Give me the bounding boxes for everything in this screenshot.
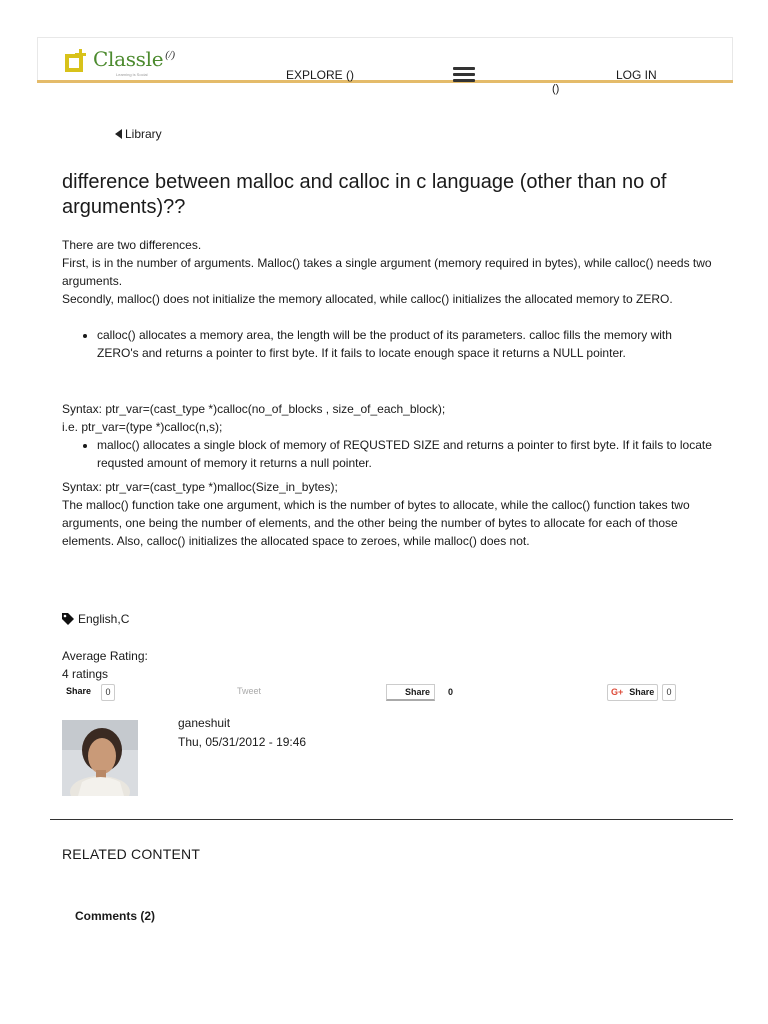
share-row bbox=[62, 683, 722, 703]
syntax-malloc: Syntax: ptr_var=(cast_type *)malloc(Size_in_bytes); bbox=[62, 480, 338, 494]
logo-text: Classle (/) bbox=[93, 47, 175, 71]
calloc-list bbox=[62, 326, 712, 362]
caret-left-icon bbox=[115, 129, 122, 139]
facebook-share-count: 0 bbox=[101, 684, 115, 701]
author-name[interactable]: ganeshuit bbox=[178, 716, 231, 730]
menu-hamburger-icon[interactable] bbox=[453, 67, 475, 83]
tag-icon bbox=[62, 613, 75, 625]
gplus-icon: G+ bbox=[611, 687, 624, 697]
login-link-paren[interactable]: () bbox=[552, 83, 560, 95]
facebook-share-button[interactable]: Share bbox=[66, 686, 92, 696]
intro-line-3: Secondly, malloc() does not initialize the memory allocated, while calloc() initializes the allocated memory to ZERO. bbox=[62, 292, 673, 306]
gplus-share-button[interactable] bbox=[607, 684, 658, 701]
author-avatar[interactable] bbox=[62, 720, 138, 796]
tags-row bbox=[62, 612, 129, 626]
gplus-share-label: Share bbox=[629, 687, 655, 697]
rating-label: Average Rating: bbox=[62, 649, 148, 663]
logo-mark-icon bbox=[63, 49, 85, 73]
article-body bbox=[62, 236, 712, 550]
breadcrumb-label: Library bbox=[125, 127, 162, 141]
linkedin-share-button[interactable]: Share bbox=[386, 684, 435, 701]
section-divider bbox=[50, 819, 733, 820]
logo-home-link[interactable]: (/) bbox=[165, 49, 175, 61]
tweet-button[interactable]: Tweet bbox=[237, 686, 262, 696]
ie-calloc: i.e. ptr_var=(type *)calloc(n,s); bbox=[62, 420, 223, 434]
summary-paragraph: The malloc() function take one argument, which is the number of bytes to allocate, while the calloc() function takes two arguments, one being the number of elements, and the other being the number of bytes to allocate for each of those elements. Also, calloc() initializes the allocated space to zeroes, while malloc() does not. bbox=[62, 498, 690, 548]
author-photo bbox=[62, 720, 138, 796]
post-date: Thu, 05/31/2012 - 19:46 bbox=[178, 735, 307, 749]
intro-line-1: There are two differences. bbox=[62, 238, 202, 252]
login-link[interactable]: LOG IN bbox=[616, 68, 657, 82]
syntax-calloc: Syntax: ptr_var=(cast_type *)calloc(no_of_blocks , size_of_each_block); bbox=[62, 402, 446, 416]
logo-tagline: Learning is Social bbox=[116, 72, 148, 77]
gplus-share-count: 0 bbox=[662, 684, 676, 701]
intro-line-2: First, is in the number of arguments. Malloc() takes a single argument (memory required in bytes), while calloc() needs two arguments. bbox=[62, 256, 712, 288]
comments-link[interactable]: Comments (2) bbox=[75, 909, 156, 923]
linkedin-share-count: 0 bbox=[448, 687, 454, 697]
related-content-heading: RELATED CONTENT bbox=[62, 846, 201, 862]
explore-link[interactable]: EXPLORE () bbox=[286, 68, 355, 82]
breadcrumb-library[interactable] bbox=[115, 127, 162, 141]
rating-count: 4 ratings bbox=[62, 667, 109, 681]
list-item-calloc: • calloc() allocates a memory area, the length will be the product of its parameters. calloc fills the memory with ZERO's and returns a pointer to first byte. If it fails to locate enough space it returns a NULL pointer. bbox=[97, 326, 712, 362]
list-item-malloc: • malloc() allocates a single block of memory of REQUSTED SIZE and returns a pointer to first byte. If it fails to locate requsted amount of memory it returns a null pointer. bbox=[97, 436, 712, 472]
tags-link[interactable]: English,C bbox=[78, 612, 130, 626]
malloc-list bbox=[62, 436, 712, 472]
page-title: difference between malloc and calloc in c language (other than no of arguments)?? bbox=[62, 171, 667, 218]
